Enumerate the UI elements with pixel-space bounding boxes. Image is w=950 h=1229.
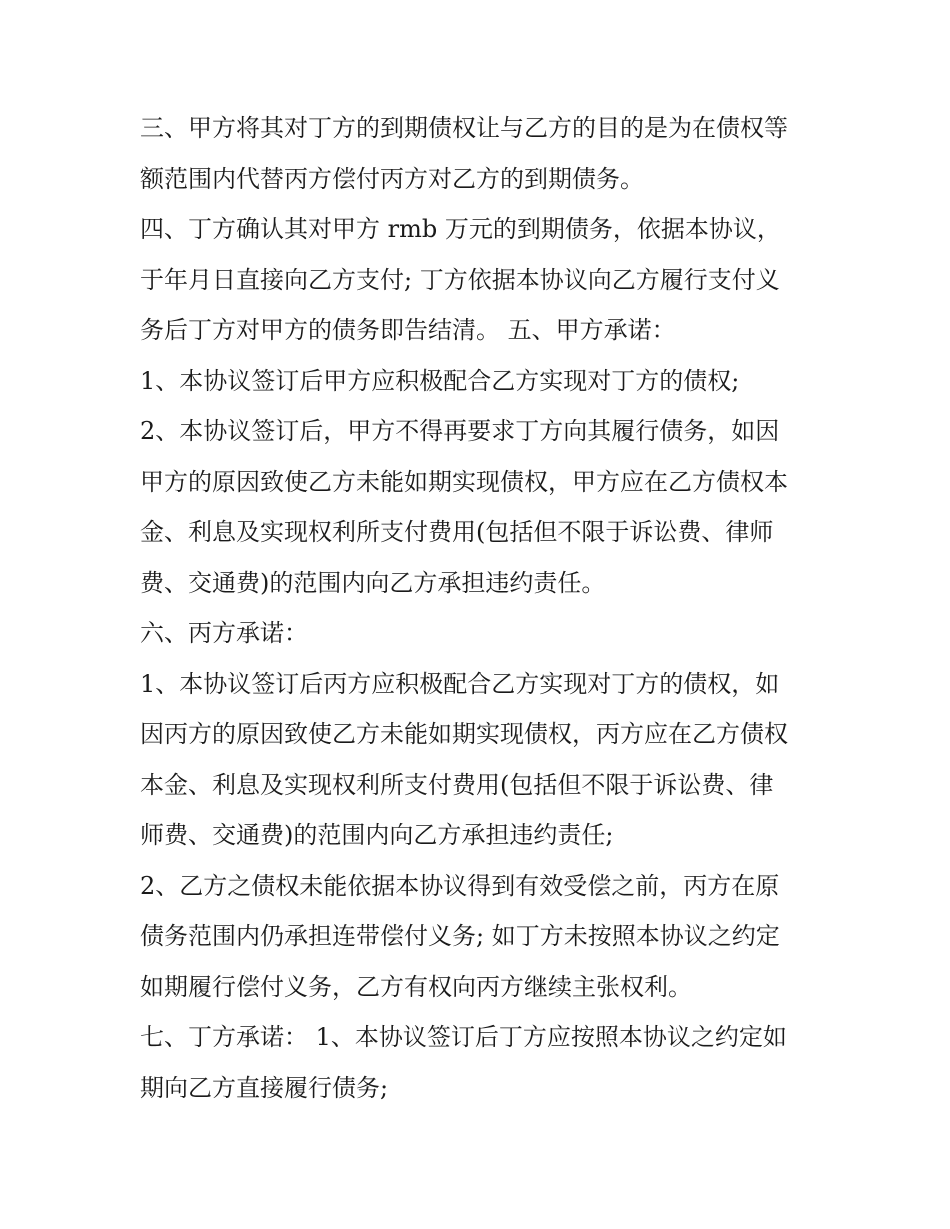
text-line: 于年月日直接向乙方支付; 丁方依据本协议向乙方履行支付义 [140,265,780,294]
text-line: 如期履行偿付义务，乙方有权向丙方继续主张权利。 [140,972,692,1001]
text-line: 期向乙方直接履行债务; [140,1073,389,1102]
text-line: 1、本协议签订后甲方应积极配合乙方实现对丁方的债权; [140,366,740,395]
text-line: 四、丁方确认其对甲方 rmb 万元的到期债务，依据本协议， [140,215,781,243]
text-line: 六、丙方承诺： [140,619,308,647]
text-line: 债务范围内仍承担连带偿付义务; 如丁方未按照本协议之约定 [140,922,780,950]
text-line: 因丙方的原因致使乙方未能如期实现债权，丙方应在乙方债权 [140,720,788,748]
text-line: 1、本协议签订后丙方应积极配合乙方实现对丁方的债权，如 [140,669,780,698]
text-line: 金、利息及实现权利所支付费用(包括但不限于诉讼费、律师 [140,518,774,546]
text-line: 2、乙方之债权未能依据本协议得到有效受偿之前，丙方在原 [140,871,780,900]
text-line: 额范围内代替丙方偿付丙方对乙方的到期债务。 [140,164,644,193]
text-line: 务后丁方对甲方的债务即告结清。 五、甲方承诺： [140,316,676,344]
document-body [140,103,830,1113]
text-line: 三、甲方将其对丁方的到期债权让与乙方的目的是为在债权等 [140,114,788,142]
text-line: 七、丁方承诺： 1、本协议签订后丁方应按照本协议之约定如 [140,1023,787,1051]
text-line: 师费、交通费)的范围内向乙方承担违约责任; [140,821,614,849]
text-line: 2、本协议签订后，甲方不得再要求丁方向其履行债务，如因 [140,417,780,445]
text-line: 本金、利息及实现权利所支付费用(包括但不限于诉讼费、律 [140,770,774,799]
text-line: 费、交通费)的范围内向乙方承担违约责任。 [140,568,606,597]
text-line: 甲方的原因致使乙方未能如期实现债权，甲方应在乙方债权本 [140,467,788,496]
